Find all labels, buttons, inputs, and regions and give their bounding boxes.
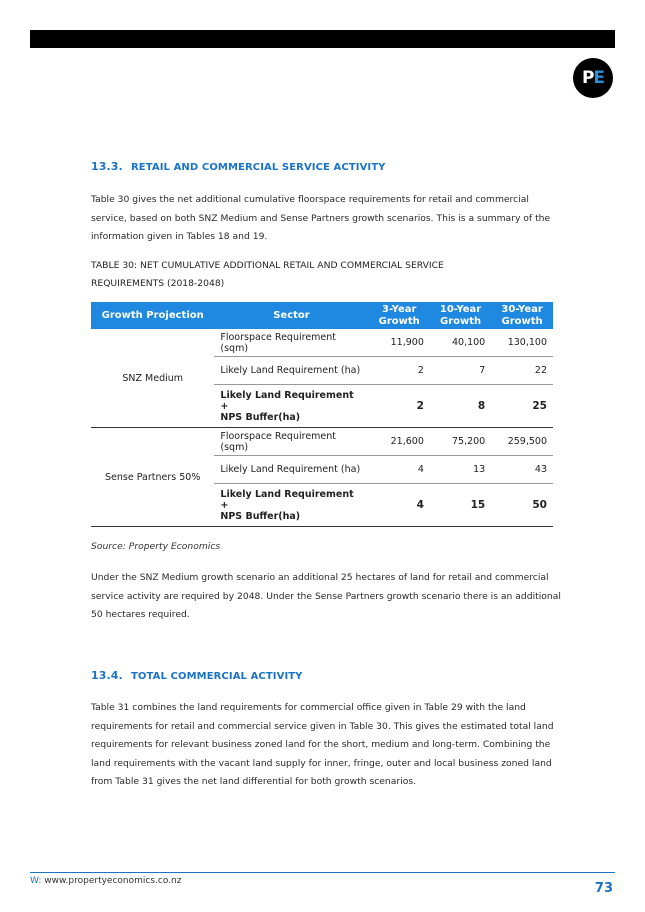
footer-divider [30, 872, 615, 873]
value-30yr: 22 [491, 357, 553, 385]
header-bar [30, 30, 615, 48]
value-3yr: 4 [369, 484, 430, 527]
section-title: RETAIL AND COMMERCIAL SERVICE ACTIVITY [131, 162, 386, 173]
intro-paragraph: Table 30 gives the net additional cumulative floorspace requirements for retail and commercial service, based on both SNZ Medium and Sense Partners growth scenarios. This is a summary of the information given in Tables 18 and 19. [91, 194, 551, 242]
value-10yr: 40,100 [430, 329, 491, 357]
logo-letter-e: E [593, 68, 605, 88]
logo-letter-p: P [581, 68, 594, 88]
value-10yr: 7 [430, 357, 491, 385]
summary-paragraph: Under the SNZ Medium growth scenario an additional 25 hectares of land for retail and commercial service activity are required by 2048. Under the Sense Partners growth scenario there is an additional 50 hectares required. [91, 572, 561, 620]
section-number: 13.4. [91, 669, 123, 682]
value-3yr: 4 [369, 456, 430, 484]
table-header-row [91, 302, 553, 329]
retail-commercial-table [91, 302, 553, 527]
sector-cell: Floorspace Requirement (sqm) [214, 428, 368, 456]
table-caption-line-1: TABLE 30: NET CUMULATIVE ADDITIONAL RETAIL AND COMMERCIAL SERVICE [91, 260, 444, 271]
table-row [91, 428, 553, 456]
sector-cell: Likely Land Requirement (ha) [214, 456, 368, 484]
value-3yr: 21,600 [369, 428, 430, 456]
website-link[interactable]: www.propertyeconomics.co.nz [44, 876, 182, 886]
value-30yr: 43 [491, 456, 553, 484]
header-10-year: 10-Year Growth [430, 302, 491, 329]
page-number: 73 [594, 881, 613, 896]
table-source: Source: Property Economics [91, 541, 221, 552]
header-sector: Sector [214, 302, 368, 329]
value-3yr: 11,900 [369, 329, 430, 357]
property-economics-logo [573, 58, 613, 98]
value-3yr: 2 [369, 385, 430, 428]
group-sense-partners: Sense Partners 50% [91, 428, 214, 527]
sector-cell: Likely Land Requirement + NPS Buffer(ha) [214, 484, 368, 527]
value-3yr: 2 [369, 357, 430, 385]
website-label: W: [30, 876, 42, 886]
footer-website [30, 876, 181, 886]
table-caption-line-2: REQUIREMENTS (2018-2048) [91, 278, 225, 289]
table-caption [91, 257, 561, 293]
value-30yr: 259,500 [491, 428, 553, 456]
group-snz-medium: SNZ Medium [91, 329, 214, 428]
value-10yr: 75,200 [430, 428, 491, 456]
section-heading-13-3 [91, 160, 386, 173]
sector-cell: Likely Land Requirement (ha) [214, 357, 368, 385]
value-10yr: 15 [430, 484, 491, 527]
table-row [91, 329, 553, 357]
value-10yr: 8 [430, 385, 491, 428]
value-30yr: 25 [491, 385, 553, 428]
value-30yr: 130,100 [491, 329, 553, 357]
header-3-year: 3-Year Growth [369, 302, 430, 329]
section-heading-13-4 [91, 669, 303, 682]
total-commercial-paragraph: Table 31 combines the land requirements for commercial office given in Table 29 with the land requirements for retail and commercial service given in Table 30. This gives the estimated total land requirements for relevant business zoned land for the short, medium and long-term. Combining the land requirements with the vacant land supply for inner, fringe, outer and local business zoned land from Table 31 gives the net land differential for both growth scenarios. [91, 702, 554, 787]
section-number: 13.3. [91, 160, 123, 173]
sector-cell: Likely Land Requirement + NPS Buffer(ha) [214, 385, 368, 428]
sector-cell: Floorspace Requirement (sqm) [214, 329, 368, 357]
header-30-year: 30-Year Growth [491, 302, 553, 329]
header-growth-projection: Growth Projection [91, 302, 214, 329]
value-10yr: 13 [430, 456, 491, 484]
section-title: TOTAL COMMERCIAL ACTIVITY [131, 671, 303, 682]
value-30yr: 50 [491, 484, 553, 527]
